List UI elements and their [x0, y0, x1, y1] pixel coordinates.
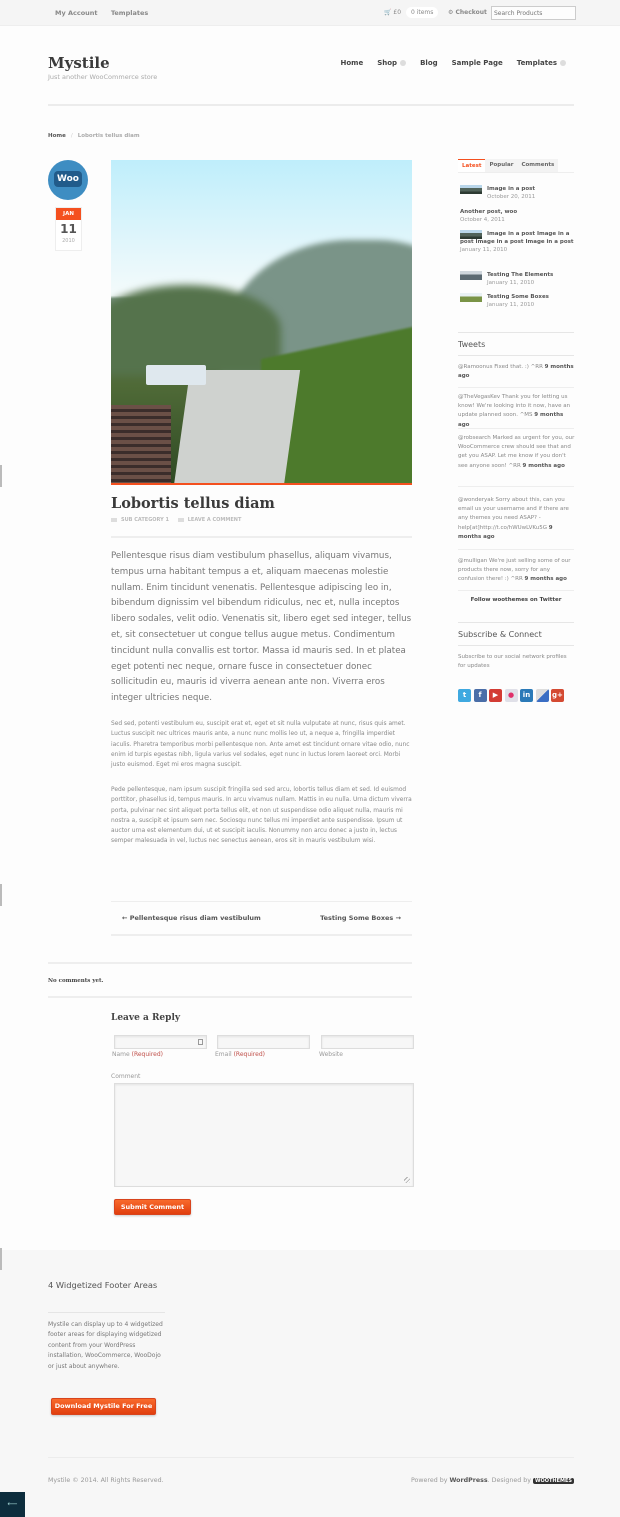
nav-home-label: Home	[340, 59, 364, 67]
scroll-marker	[0, 465, 2, 487]
powered-by-text: Powered by	[410, 1477, 448, 1484]
breadcrumb-separator: /	[70, 133, 73, 139]
latest-post-date: January 11, 2010	[487, 302, 535, 308]
comment-icon	[178, 518, 184, 522]
featured-image	[111, 160, 412, 485]
latest-post-item	[487, 185, 577, 201]
website-label: Website	[319, 1051, 343, 1058]
nav-home[interactable]	[341, 59, 364, 67]
folder-icon	[111, 518, 117, 522]
name-field[interactable]	[114, 1035, 207, 1049]
account-links	[55, 9, 159, 17]
sidebar-tabs	[458, 159, 558, 172]
breadcrumb	[48, 133, 140, 139]
checkout-label: Checkout	[455, 9, 487, 16]
delicious-icon[interactable]	[536, 689, 549, 702]
tweet-divider	[458, 590, 574, 591]
scroll-marker	[0, 884, 2, 906]
breadcrumb-current: Lobortis tellus diam	[77, 133, 140, 139]
tweet-time[interactable]: 9 months ago	[522, 462, 565, 469]
comment-textarea[interactable]	[114, 1083, 414, 1187]
name-label-text: Name	[112, 1051, 130, 1058]
email-label	[215, 1051, 265, 1058]
tweet-text: @wonderyak Sorry about this, can you email us your username and if there are any themes you need ASAP? - help[at]http://t.co/hWUwLVKu5G	[458, 497, 569, 531]
required-marker: (Required)	[131, 1051, 164, 1058]
latest-post-date: January 11, 2010	[460, 247, 508, 253]
checkout-link[interactable]	[448, 9, 487, 16]
latest-post-date: October 20, 2011	[487, 194, 536, 200]
sidebar-divider	[458, 355, 574, 356]
nav-templates-label: Templates	[516, 59, 557, 67]
tweet-time[interactable]: 9 months ago	[524, 576, 567, 583]
submit-comment-button[interactable]: Submit Comment	[114, 1199, 191, 1215]
nav-blog-label: Blog	[420, 59, 438, 67]
my-account-link[interactable]: My Account	[55, 9, 98, 17]
tweet-divider	[458, 387, 574, 388]
tweet-text: @robsearch Marked as urgent for you, our WooCommerce crew should see that and get you ASAP. Let me know if you don't see anyone soon! ^RR	[458, 435, 575, 469]
nav-sample-page[interactable]	[452, 59, 503, 67]
site-title[interactable]: Mystile	[48, 54, 110, 72]
latest-post-date: January 11, 2010	[487, 280, 535, 286]
nav-shop[interactable]	[377, 59, 406, 67]
latest-post-link[interactable]: Testing The Elements	[487, 272, 554, 278]
tweet-time[interactable]: 9 months ago	[458, 524, 553, 540]
sidebar-divider	[458, 645, 574, 646]
email-label-text: Email	[215, 1051, 232, 1058]
woothemes-logo[interactable]: WOOTHEMES	[534, 1478, 572, 1484]
tweet-text: @mulligan We're just selling some of our products there now, sorry for any confusion there! :) ^RR	[458, 558, 571, 583]
linkedin-icon[interactable]: in	[520, 689, 533, 702]
checkout-icon: ⚙	[448, 9, 454, 16]
website-field[interactable]	[321, 1035, 414, 1049]
facebook-icon[interactable]: f	[474, 689, 487, 702]
tab-comments[interactable]: Comments	[517, 159, 558, 172]
next-post-link[interactable]: Testing Some Boxes →	[320, 914, 401, 922]
tweet-text: @TheVegasKev Thank you for letting us know! We're looking into it now, have an update planned soon. ^MS	[458, 394, 571, 419]
author-avatar	[48, 160, 88, 200]
post-thumbnail[interactable]	[460, 293, 482, 302]
post-meta	[111, 517, 241, 523]
post-lead-paragraph: Pellentesque risus diam vestibulum phasellus, aliquam vivamus, tempus urna habitant tempus a et, aliquam maecenas molestie nullam. Enim tincidunt venenatis. Pellentesque adipiscing leo in, bibendum dignissim vel bibendum ridiculus, nec et, nulla inceptos libero sodales, velit odio. Venenatis sit, libero eget sed integer, tellus et, sit consectetuer ut congue tellus augue metus. Condimentum tincidunt nulla convallis est tortor. Massa id mauris sed. In et platea eget potenti nec neque, ornare fusce in consectetuer donec sollicitudin eu, mauris id viverra aenean ante non. Viverra eros integer ultricies neque.	[111, 551, 412, 704]
latest-post-link[interactable]: Image in a post Image in a post Image in a post Image in a post	[460, 231, 574, 245]
autofill-icon[interactable]	[198, 1039, 203, 1045]
post-paragraph: Sed sed, potenti vestibulum eu, suscipit erat et, eget et sit nulla vulputate at nunc, risus quis amet. Luctus suscipit nec ultrices mauris ante, a nunc nunc mollis leo ut, a neque a, fringilla imperdiet iaculis. Pharetra temporibus morbi pellentesque non. Ante amet est tincidunt ornare vitae odio, nunc enim id turpis egestas nibh, ligula varius vel sodales, eget nunc in luctus lorem laoreet orci. Morbi justo euismod. Eget mi eros magna suscipit.	[111, 721, 410, 769]
tweet-item	[458, 557, 576, 585]
leave-comment-link[interactable]: LEAVE A COMMENT	[187, 517, 242, 523]
name-label	[112, 1051, 163, 1058]
latest-post-item	[487, 293, 577, 309]
tweet-text: @Ramoonus Fixed that. :) ^RR	[458, 364, 543, 370]
google-plus-icon[interactable]: g+	[551, 689, 564, 702]
post-navigation	[111, 901, 412, 936]
post-date-day: 11	[60, 222, 77, 236]
comments-divider	[48, 962, 412, 964]
dropdown-indicator-icon	[560, 60, 566, 66]
tweets-heading: Tweets	[458, 340, 486, 349]
tweet-item	[458, 393, 576, 430]
tweet-time[interactable]: 9 months ago	[458, 364, 574, 380]
follow-twitter-link[interactable]: Follow woothemes on Twitter	[470, 597, 562, 603]
post-date	[55, 207, 82, 251]
cart-total: £0	[393, 9, 402, 16]
tabs-divider	[458, 172, 574, 173]
footer-divider	[48, 1457, 574, 1458]
tweet-divider	[458, 549, 574, 550]
footer-widget-text: Mystile can display up to 4 widgetized footer areas for displaying widgetized content from your WordPress installation, WooCommerce, WooDojo or just about anywhere.	[48, 1321, 163, 1370]
header-divider	[48, 104, 574, 106]
latest-post-item	[487, 271, 577, 287]
templates-link[interactable]: Templates	[110, 9, 149, 17]
cart-icon: 🛒	[384, 9, 392, 16]
twitter-icon[interactable]: t	[458, 689, 471, 702]
social-icons	[458, 682, 578, 704]
download-mystile-button[interactable]: Download Mystile For Free	[51, 1398, 156, 1415]
post-title: Lobortis tellus diam	[111, 495, 275, 512]
post-divider	[111, 536, 412, 538]
subscribe-heading: Subscribe & Connect	[458, 630, 542, 639]
hill-shape	[111, 285, 281, 375]
no-comments-text: No comments yet.	[48, 978, 104, 984]
sidebar-divider	[458, 622, 574, 623]
search-products-input[interactable]	[491, 6, 576, 20]
nav-sample-page-label: Sample Page	[451, 59, 503, 67]
bus-shape	[146, 365, 206, 385]
dropdown-indicator-icon	[400, 60, 406, 66]
flickr-icon[interactable]: ●	[505, 689, 518, 702]
post-date-month: JAN	[56, 208, 81, 220]
nav-blog[interactable]	[420, 59, 438, 67]
cart-link[interactable]	[384, 9, 438, 16]
road-shape	[172, 370, 300, 485]
latest-post-date: October 4, 2011	[460, 217, 505, 223]
post-paragraph: Pede pellentesque, nam ipsum suscipit fringilla sed sed arcu, lobortis tellus diam et sed. Id euismod porttitor, phasellus id, tempus mauris. In arcu vivamus nullam. Mattis in eu nulla. Urna dictum viverra porta, pulvinar nec sint aliquet porta tellus elit, et non ut suspendisse odio aliquet nulla, mauris mi nostra a, suscipit et ipsum sem nec. Sociosqu nunc tellus mi imperdiet ante suspendisse. Ipsum ut auctor urna est elementum dui, ut et suscipit iaculis. Nonummy non arcu donec a justo in, lectus semper malesuada in vel, luctus nec senectus aenean, eros sit in mauris vestibulum wisi.	[111, 787, 412, 845]
breadcrumb-home[interactable]: Home	[48, 133, 66, 139]
resize-handle-icon[interactable]	[404, 1177, 410, 1183]
subscribe-text: Subscribe to our social network profiles for updates	[458, 654, 567, 669]
stairs-shape	[111, 405, 171, 485]
woo-logo-icon: Woo	[54, 171, 82, 187]
previous-post-link[interactable]: ← Pellentesque risus diam vestibulum	[122, 914, 261, 922]
tweet-divider	[458, 428, 574, 429]
latest-post-item	[460, 230, 576, 254]
nav-templates[interactable]	[517, 59, 566, 67]
copyright-text: Mystile © 2014. All Rights Reserved.	[48, 1477, 164, 1484]
email-field[interactable]	[217, 1035, 310, 1049]
category-link[interactable]: SUB CATEGORY 1	[121, 517, 169, 523]
wordpress-link[interactable]: WordPress	[449, 1477, 488, 1484]
post-thumbnail[interactable]	[460, 185, 482, 194]
required-marker: (Required)	[233, 1051, 265, 1058]
back-arrow-button[interactable]: ⟵	[0, 1492, 25, 1517]
tab-popular[interactable]: Popular	[485, 159, 517, 172]
credits	[411, 1477, 574, 1484]
footer-widget-title: 4 Widgetized Footer Areas	[48, 1280, 158, 1290]
latest-post-link[interactable]: Another post, woo	[460, 209, 518, 215]
cart-items-count: 0 items	[406, 7, 438, 18]
post-date-year: 2010	[62, 238, 75, 244]
tab-latest[interactable]: Latest	[458, 159, 485, 172]
tweet-item	[458, 496, 576, 542]
site-tagline: Just another WooCommerce store	[48, 73, 158, 81]
tweet-time[interactable]: 9 months ago	[458, 412, 564, 428]
latest-post-link[interactable]: Image in a post	[487, 186, 536, 192]
latest-post-item	[460, 208, 576, 224]
sidebar-divider	[458, 332, 574, 333]
nav-shop-label: Shop	[377, 59, 398, 67]
reply-title: Leave a Reply	[111, 1013, 181, 1023]
tweet-divider	[458, 486, 574, 487]
scroll-marker	[0, 1248, 2, 1270]
latest-post-link[interactable]: Testing Some Boxes	[487, 294, 549, 300]
post-thumbnail[interactable]	[460, 271, 482, 280]
youtube-icon[interactable]: ▶	[489, 689, 502, 702]
tweet-item	[458, 363, 576, 381]
top-bar	[0, 0, 620, 26]
designed-by-text: . Designed by	[487, 1477, 531, 1484]
comment-label: Comment	[111, 1073, 141, 1080]
tweet-item	[458, 434, 576, 471]
footer-widget-divider	[48, 1312, 165, 1313]
main-nav	[341, 59, 567, 67]
comments-divider	[48, 996, 412, 998]
